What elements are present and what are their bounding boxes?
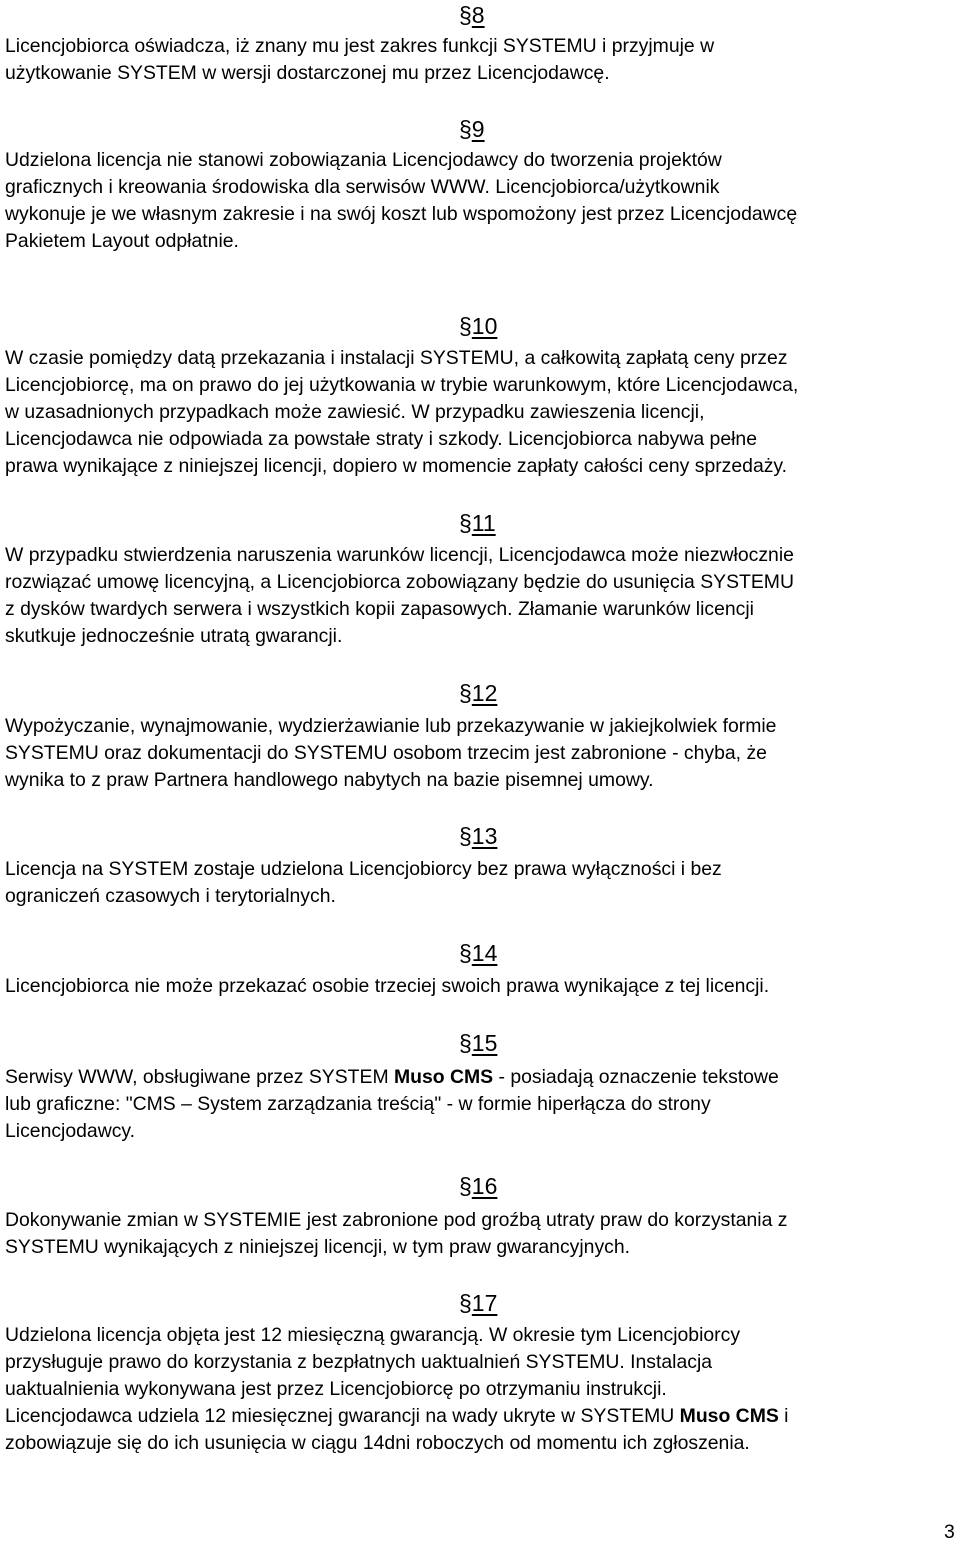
section-heading-10: §10 — [459, 313, 498, 339]
section-9-text: Udzielona licencja nie stanowi zobowiązania Licencjodawcy do tworzenia projektów graficznych i kreowania środowiska dla serwisów WWW. Licencjobiorca/użytkownik wykonuje je we własnym zakresie i na swój koszt lub wspomożony jest przez Licencjodawcę Pakietem Layout odpłatnie. — [5, 149, 798, 252]
section-heading-8: §8 — [459, 2, 485, 28]
muso-line: Serwisy WWW, obsługiwane przez SYSTEM Muso CMS - posiadają oznaczenie tekstowe — [5, 1066, 779, 1088]
product-name: Muso CMS — [679, 1405, 779, 1427]
section-17-text: Udzielona licencja objęta jest 12 miesięczną gwarancją. W okresie tym Licencjobiorcy przysługuje prawo do korzystania z bezpłatnych uaktualnień SYSTEMU. Instalacja uaktualnienia wykonywana jest przez Licencjobiorcę po otrzymaniu instrukcji. Licencjodawca udziela 12 miesięcznej gwarancji na wady ukryte w SYSTEMU Muso CMS i zobowiązuje się do ich usunięcia w ciągu 14dni roboczych od momentu ich zgłoszenia. — [5, 1322, 955, 1457]
section-heading-16: §16 — [459, 1173, 498, 1199]
section-11-text: W przypadku stwierdzenia naruszenia warunków licencji, Licencjodawca może niezwłocznie rozwiązać umowę licencyjną, a Licencjobiorca zobowiązany będzie do usunięcia SYSTEMU z dysków twardych serwera i wszystkich kopii zapasowych. Złamanie warunków licencji skutkuje jednocześnie utratą gwarancji. — [5, 544, 794, 647]
section-13-text: Licencja na SYSTEM zostaje udzielona Licencjobiorcy bez prawa wyłączności i bez ograniczeń czasowych i terytorialnych. — [5, 858, 722, 907]
section-heading-11: §11 — [459, 510, 496, 536]
muso-line: Licencjodawca udziela 12 miesięcznej gwarancji na wady ukryte w SYSTEMU Muso CMS i — [5, 1405, 789, 1427]
product-name: Muso CMS — [394, 1066, 494, 1088]
section-heading-15: §15 — [459, 1030, 498, 1056]
page-number: 3 — [944, 1521, 955, 1543]
section-heading-9: §9 — [459, 116, 485, 142]
section-heading-17: §17 — [459, 1290, 498, 1316]
section-16-text: Dokonywanie zmian w SYSTEMIE jest zabronione pod groźbą utraty praw do korzystania z SYSTEMU wynikających z niniejszej licencji, w tym praw gwarancyjnych. — [5, 1209, 788, 1258]
section-heading-13: §13 — [459, 823, 498, 849]
section-heading-14: §14 — [459, 940, 498, 966]
section-10-text: W czasie pomiędzy datą przekazania i instalacji SYSTEMU, a całkowitą zapłatą ceny przez Licencjobiorcę, ma on prawo do jej użytkowania w trybie warunkowym, które Licencjodawca, w uzasadnionych przypadkach może zawiesić. W przypadku zawieszenia licencji, Licencjodawca nie odpowiada za powstałe straty i szkody. Licencjobiorca nabywa pełne prawa wynikające z niniejszej licencji, dopiero w momencie zapłaty całości ceny sprzedaży. — [5, 347, 799, 477]
section-12-text: Wypożyczanie, wynajmowanie, wydzierżawianie lub przekazywanie w jakiejkolwiek formie SYSTEMU oraz dokumentacji do SYSTEMU osobom trzecim jest zabronione - chyba, że wynika to z praw Partnera handlowego nabytych na bazie pisemnej umowy. — [5, 715, 777, 791]
section-8-text: Licencjobiorca oświadcza, iż znany mu jest zakres funkcji SYSTEMU i przyjmuje w użytkowanie SYSTEM w wersji dostarczonej mu przez Licencjodawcę. — [5, 35, 715, 84]
section-15-text: Serwisy WWW, obsługiwane przez SYSTEM Muso CMS - posiadają oznaczenie tekstowe lub graficzne: "CMS – System zarządzania treścią" - w formie hiperłącza do strony Licencjodawcy. — [5, 1064, 955, 1145]
section-14-text: Licencjobiorca nie może przekazać osobie trzeciej swoich prawa wynikające z tej licencji. — [5, 975, 770, 997]
section-heading-12: §12 — [459, 680, 498, 706]
